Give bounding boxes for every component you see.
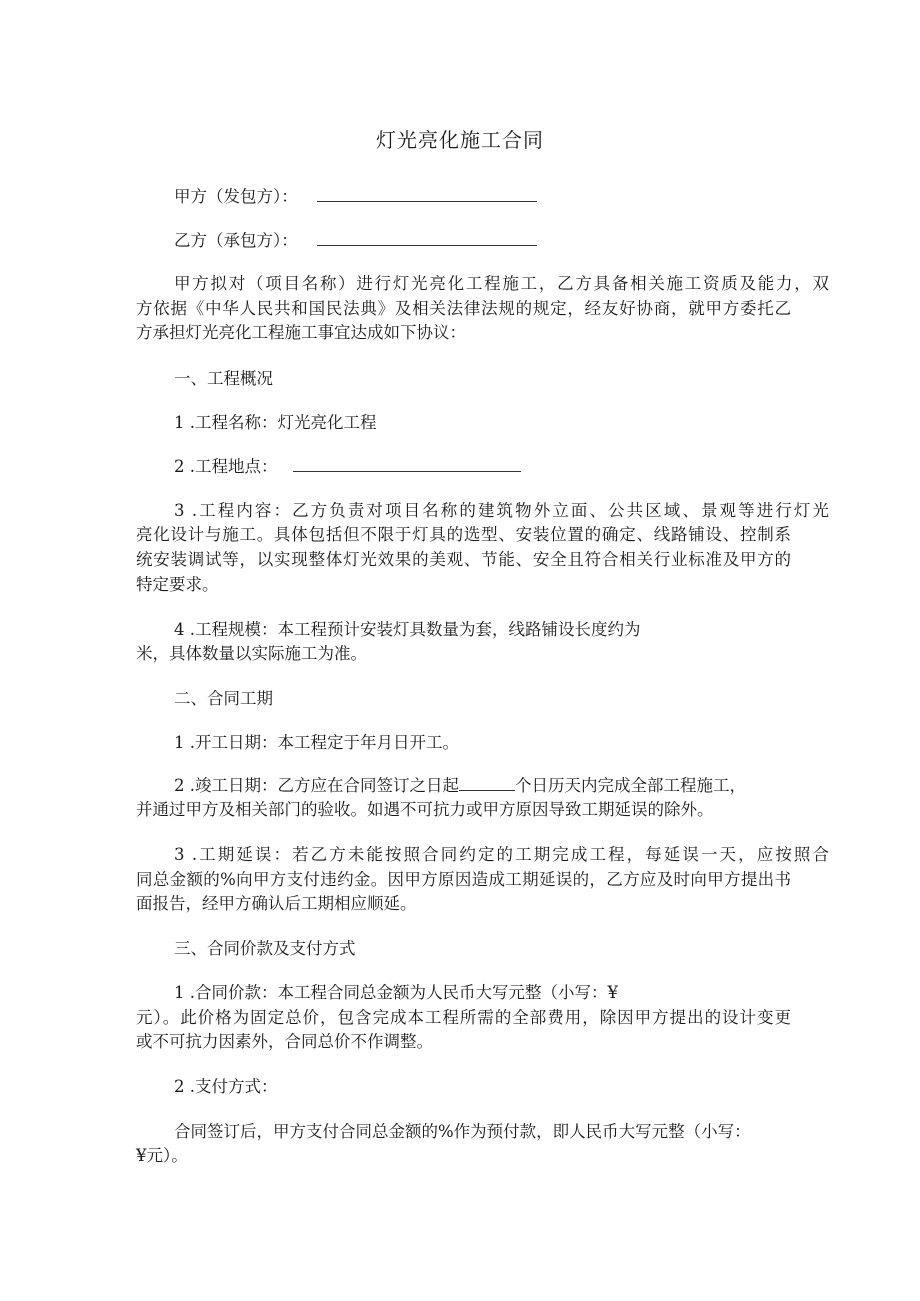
intro-line: 甲方拟对（项目名称）进行灯光亮化工程施工，乙方具备相关施工资质及能力，双 — [174, 274, 829, 293]
clause-line: 面报告，经甲方确认后工期相应顺延。 — [136, 894, 417, 913]
clause-item: 2 .支付方式： — [174, 1077, 278, 1096]
party-a-line — [136, 185, 829, 209]
location-blank[interactable] — [293, 457, 521, 472]
clause-line: 或不可抗力因素外，合同总价不作调整。 — [136, 1032, 433, 1051]
clause-line: 同总金额的%向甲方支付违约金。因甲方原因造成工期延误的，乙方应及时向甲方提出书 — [136, 870, 791, 889]
section-heading: 三、合同价款及支付方式 — [174, 939, 356, 958]
clause-line: 并通过甲方及相关部门的验收。如遇不可抗力或甲方原因导致工期延误的除外。 — [136, 800, 714, 819]
clause-line: 3 .工程内容：乙方负责对项目名称的建筑物外立面、公共区域、景观等进行灯光 — [174, 501, 829, 520]
clause-line: 特定要求。 — [136, 575, 219, 594]
clause-line: 元）。此价格为固定总价，包含完成本工程所需的全部费用，除因甲方提出的设计变更 — [136, 1008, 791, 1027]
clause-text: 个日历天内完成全部工程施工， — [515, 776, 746, 795]
clause-line: ¥元）。 — [136, 1146, 188, 1165]
clause-item: 1 .开工日期：本工程定于年月日开工。 — [174, 733, 459, 752]
clause-line: 4 .工程规模：本工程预计安装灯具数量为套，线路铺设长度约为 — [174, 620, 641, 639]
clause-line: 亮化设计与施工。具体包括但不限于灯具的选型、安装位置的确定、线路铺设、控制系 — [136, 525, 791, 544]
party-b-line — [136, 229, 829, 253]
clause-label: 2 .工程地点： — [174, 457, 278, 476]
clause-line: 米，具体数量以实际施工为准。 — [136, 644, 367, 663]
intro-line: 方依据《中华人民共和国民法典》及相关法律法规的规定，经友好协商，就甲方委托乙 — [136, 299, 791, 318]
clause-line — [136, 774, 829, 798]
clause-item — [136, 455, 829, 479]
clause-line: 3 .工期延误：若乙方未能按照合同约定的工期完成工程，每延误一天，应按照合 — [174, 845, 829, 864]
party-a-blank[interactable] — [317, 187, 537, 202]
document-title: 灯光亮化施工合同 — [376, 128, 544, 152]
party-a-label: 甲方（发包方）： — [174, 187, 298, 206]
clause-text: 2 .竣工日期：乙方应在合同签订之日起 — [174, 776, 459, 795]
clause-item: 1 .工程名称：灯光亮化工程 — [174, 413, 377, 432]
party-b-blank[interactable] — [317, 231, 537, 246]
clause-line: 合同签订后，甲方支付合同总金额的%作为预付款，即人民币大写元整（小写： — [174, 1122, 751, 1141]
section-heading: 一、工程概况 — [174, 369, 273, 388]
clause-line: 统安装调试等，以实现整体灯光效果的美观、节能、安全且符合相关行业标准及甲方的 — [136, 550, 791, 569]
clause-line: 1 .合同价款：本工程合同总金额为人民币大写元整（小写：¥ — [174, 983, 618, 1002]
section-heading: 二、合同工期 — [174, 689, 273, 708]
intro-line: 方承担灯光亮化工程施工事宜达成如下协议： — [136, 323, 466, 342]
party-b-label: 乙方（承包方）： — [174, 231, 298, 250]
days-blank[interactable] — [459, 776, 515, 791]
